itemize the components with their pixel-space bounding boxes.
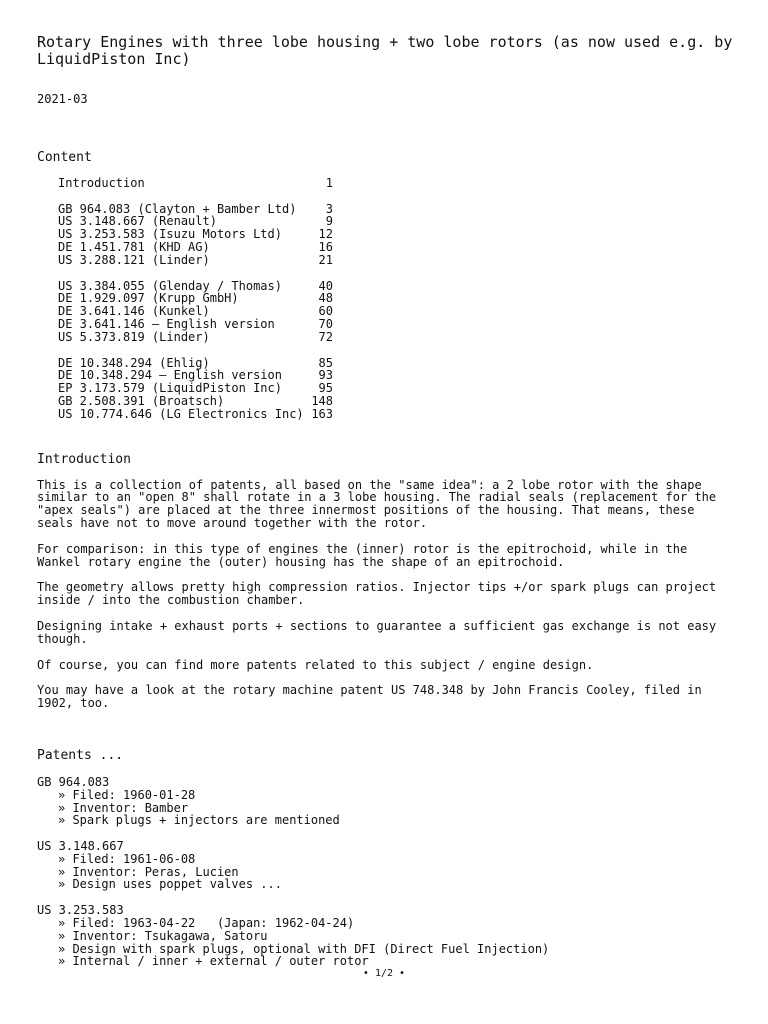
toc-entry [58,177,333,190]
toc-entry-label: DE 10.348.294 (Ehlig) [58,355,210,370]
document-title: Rotary Engines with three lobe housing + two lobe rotors (as now used e.g. by LiquidPiston Inc) [37,33,742,68]
toc-entry-page: 1 [325,175,333,190]
patent-entry [37,840,737,891]
introduction-paragraph: For comparison: in this type of engines the (inner) rotor is the epitrochoid, while in the Wankel rotary engine the (outer) housing has the shape of an epitrochoid. [37,541,688,569]
patent-entry [37,904,737,968]
toc-entry-label: DE 3.641.146 (Kunkel) [58,304,210,319]
toc-group [58,357,333,421]
patent-detail: » Internal / inner + external / outer rotor [58,954,369,969]
toc-entry-label: DE 1.451.781 (KHD AG) [58,239,210,254]
toc-entry-page: 163 [311,406,333,421]
patent-detail: » Design with spark plugs, optional with DFI (Direct Fuel Injection) [58,941,550,956]
toc-entry-page: 12 [318,227,333,242]
patent-detail: » Inventor: Bamber [58,800,189,815]
toc-entry-label: US 3.253.583 (Isuzu Motors Ltd) [58,227,282,242]
patent-number: GB 964.083 [37,774,110,789]
toc-entry-label: DE 10.348.294 – English version [58,368,282,383]
patents-list [37,776,737,968]
toc-entry-page: 48 [318,291,333,306]
introduction-body [37,479,737,710]
toc-entry-label: Introduction [58,175,145,190]
toc-entry-page: 60 [318,304,333,319]
patent-detail: » Filed: 1960-01-28 [58,787,196,802]
toc-entry-label: US 10.774.646 (LG Electronics Inc) [58,406,304,421]
table-of-contents [58,177,333,421]
toc-group [58,177,333,190]
toc-group [58,280,333,344]
patent-detail: » Filed: 1961-06-08 [58,851,196,866]
toc-entry [58,408,333,421]
patent-entry [37,776,737,827]
toc-entry-label: GB 2.508.391 (Broatsch) [58,393,225,408]
introduction-paragraph: Designing intake + exhaust ports + sections to guarantee a sufficient gas exchange is not easy though. [37,618,717,646]
toc-entry [58,241,333,254]
toc-entry-label: GB 964.083 (Clayton + Bamber Ltd) [58,201,297,216]
toc-entry [58,318,333,331]
toc-entry [58,395,333,408]
toc-entry [58,331,333,344]
toc-entry-page: 40 [318,278,333,293]
introduction-heading: Introduction [37,451,131,467]
toc-entry-page: 16 [318,239,333,254]
toc-entry-page: 21 [318,252,333,267]
toc-entry-label: US 5.373.819 (Linder) [58,329,210,344]
toc-entry-label: US 3.148.667 (Renault) [58,214,217,229]
patent-detail: » Spark plugs + injectors are mentioned [58,813,340,828]
toc-entry-label: US 3.384.055 (Glenday / Thomas) [58,278,282,293]
introduction-paragraph: Of course, you can find more patents related to this subject / engine design. [37,657,594,672]
toc-entry-page: 72 [318,329,333,344]
toc-entry-page: 93 [318,368,333,383]
patents-heading: Patents ... [37,747,124,763]
toc-entry-page: 70 [318,316,333,331]
patent-number: US 3.253.583 [37,903,124,918]
toc-entry-page: 3 [325,201,333,216]
toc-entry-page: 148 [311,393,333,408]
patent-detail: » Inventor: Peras, Lucien [58,864,239,879]
introduction-paragraph: This is a collection of patents, all based on the "same idea": a 2 lobe rotor with the shape similar to an "open 8" shall rotate in a 3 lobe housing. The radial seals (replacement for the "apex seals") are placed at the three innermost positions of the housing. That means, these seals have not to move around together with the rotor. [37,477,717,530]
introduction-paragraph: You may have a look at the rotary machine patent US 748.348 by John Francis Cooley, filed in 1902, too. [37,683,702,711]
toc-entry-label: US 3.288.121 (Linder) [58,252,210,267]
toc-entry [58,254,333,267]
patent-detail: » Inventor: Tsukagawa, Satoru [58,928,268,943]
toc-entry-label: DE 1.929.097 (Krupp GmbH) [58,291,239,306]
introduction-paragraph: The geometry allows pretty high compression ratios. Injector tips +/or spark plugs can project inside / into the combustion chamber. [37,580,717,608]
page-number: • 1/2 • [362,968,406,979]
patent-detail: » Design uses poppet valves ... [58,877,282,892]
document-page [37,33,742,969]
toc-entry-page: 9 [325,214,333,229]
document-date: 2021-03 [37,92,88,106]
toc-entry-label: DE 3.641.146 – English version [58,316,275,331]
toc-group [58,203,333,267]
patent-number: US 3.148.667 [37,839,124,854]
toc-entry-label: EP 3.173.579 (LiquidPiston Inc) [58,381,282,396]
patent-detail: » Filed: 1963-04-22 (Japan: 1962-04-24) [58,916,355,931]
toc-entry-page: 85 [318,355,333,370]
content-heading: Content [37,149,92,165]
toc-entry-page: 95 [318,381,333,396]
